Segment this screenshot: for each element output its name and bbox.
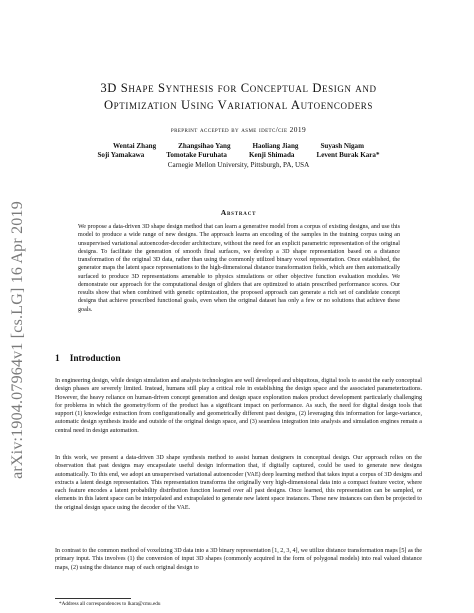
author-row-1: [55, 142, 422, 151]
author-name: Wentai Zhang: [112, 142, 157, 150]
author-name: Haoliang Jiang: [252, 142, 299, 150]
author-name: Kenji Shimada: [248, 151, 295, 160]
author-name: Levent Burak Kara*: [316, 151, 380, 160]
section-heading: [55, 354, 121, 364]
body-paragraph: In this work, we present a data-driven 3D shape synthesis method to assist human designers in conceptual design. Our approach relies on the observation that past designs may encapsulate useful design information that, if digitally captured, could be used to generate new designs automatically. To this end, we adopt an unsupervised variational autoencoder (VAE) deep learning method that takes input a corpus of 3D designs and extracts a latent design representation. This representation transforms the originally very high-dimensional data into a compact feature vector, where each feature encodes a latent probability distribution function learned over all past designs. Once learned, this representation can be sampled, or elements in this latent space can be interpolated and extrapolated to generate new latent space instances. These new instances can then be projected to the original design space using the decoder of the VAE.: [55, 455, 422, 511]
arxiv-stamp: [0, 140, 36, 540]
footnote: *Address all correspondences to lkara@cmu.edu: [59, 601, 161, 607]
abstract-text: We propose a data-driven 3D shape design method that can learn a generative model from a corpus of existing designs, and use this model to produce a wide range of new designs. The approach learns an encoding of the samples in the training corpus using an unsupervised variational autoencoder-decoder architecture, without the need for an explicit parametric representation of the original designs. To facilitate the generation of smooth final surfaces, we develop a 3D shape representation based on a distance transformation of the original 3D data, rather than using the commonly utilized binary voxel representation. Once established, the generator maps the latent space representations to the high-dimensional distance transformation fields, which are then automatically surfaced to produce 3D representations amenable to physics simulations or other objective function evaluation modules. We demonstrate our approach for the computational design of gliders that are optimized to attain prescribed performance scores. Our results show that when combined with genetic optimization, the proposed approach can generate a rich set of candidate concept designs that achieve prescribed functional goals, even when the original dataset has only a few or no solutions that achieve these goals.: [78, 224, 400, 313]
arxiv-stamp-text: arXiv:1904.07964v1 [cs.LG] 16 Apr 2019: [9, 201, 27, 479]
affiliation: Carnegie Mellon University, Pittsburgh, PA, USA: [167, 160, 310, 169]
section-title: Introduction: [69, 354, 121, 364]
abstract-heading: Abstract: [220, 208, 257, 217]
title-line-2: Optimization Using Variational Autoencoders: [103, 98, 374, 112]
footnote-rule: [55, 598, 131, 599]
section-number: 1: [55, 354, 60, 364]
author-name: Soji Yamakawa: [97, 151, 145, 160]
author-name: Tomotake Furuhata: [166, 151, 227, 160]
author-name: Zhangsihao Yang: [178, 142, 231, 150]
author-block: [55, 142, 422, 170]
body-paragraph: In engineering design, while design simulation and analysis technologies are well developed and ubiquitous, digital tools to assist the early conceptual design phases are severely limited. Instead, humans still play a critical role in establishing the design space and the associated parameterizations. However, the heavy reliance on human-driven concept generation and design space exploration makes product development particularly challenging for problems in which the geometry/form of the product has a significant impact on performance. As such, the need for digital design tools that support (1) knowledge extraction from configurationally and geometrically different past designs, (2) leveraging this information for large-variance, automatic design synthesis inside and outside of the original design space, and (3) seamless integration into analysis and simulation engines remain a central need in design automation.: [55, 378, 422, 434]
paper-title: [55, 80, 422, 114]
title-line-1: 3D Shape Synthesis for Conceptual Design and: [100, 81, 377, 95]
author-name: Suyash Nigam: [320, 142, 365, 150]
preprint-note: preprint accepted by asme idetc/cie 2019: [170, 125, 307, 134]
body-paragraph: In contrast to the common method of voxelizing 3D data into a 3D binary representation [1, 2, 3, 4], we utilize distance transformation maps [5] as the primary input. This involves (1) the conversion of input 3D shapes (commonly acquired in the form of polygonal models) into real valued distance maps, (2) using the distance map of each original design to: [55, 548, 422, 571]
author-row-2: [55, 151, 422, 160]
